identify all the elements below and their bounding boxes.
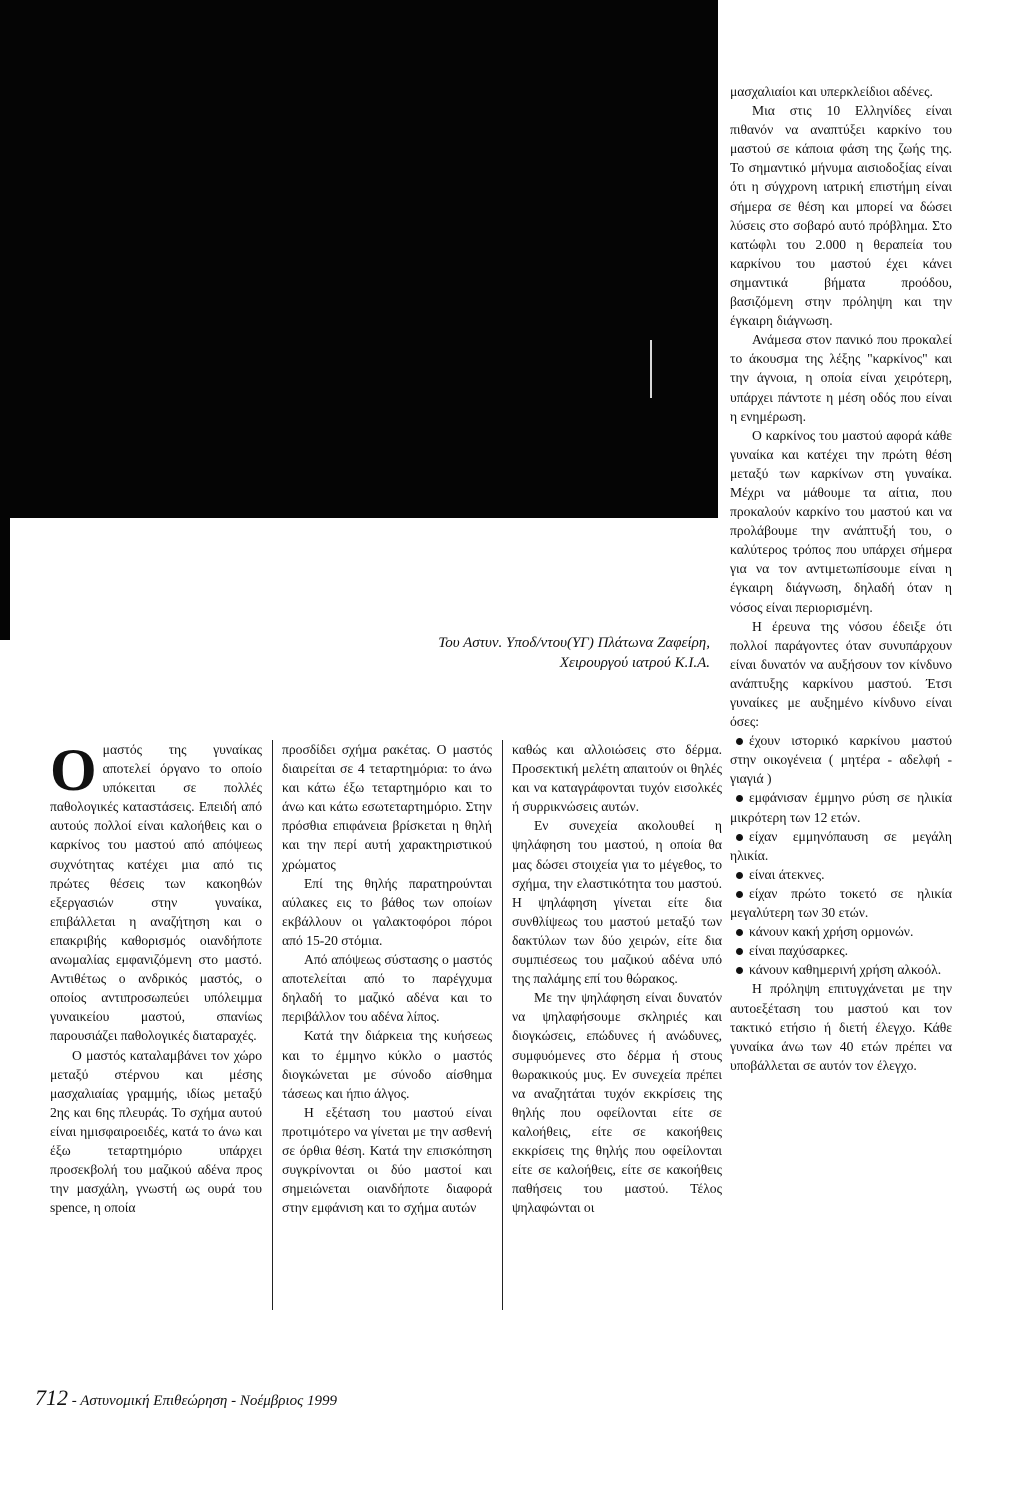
paragraph: Μια στις 10 Ελληνίδες είναι πιθανόν να αναπτύξει καρκίνο του μαστού σε κάποια φάση της ζωής της. Το σημαντικό μήνυμα αισιοδοξίας είναι ότι η σύγχρονη ιατρική επιστήμη είναι σήμερα σε θέση και μπορεί να δώσει λύσεις στο σοβαρό αυτό πρόβλημα. Στο κατώφλι του 2.000 η θεραπεία του καρκίνου του μαστού έχει κάνει σημαντικά βήματα προόδου, βασιζόμενη στην πρόληψη και την έγκαιρη διάγνωση. bbox=[730, 103, 952, 329]
column-divider bbox=[272, 740, 273, 1310]
drop-cap: Ο bbox=[50, 737, 97, 803]
list-item: είναι άτεκνες. bbox=[730, 865, 952, 884]
text-column-4 bbox=[730, 82, 952, 1075]
bullet-icon bbox=[736, 738, 743, 745]
paragraph: Ο καρκίνος του μαστού αφορά κάθε γυναίκα και κατέχει την πρώτη θέση μεταξύ των καρκίνων στη γυναίκα. Μέχρι να μάθουμε τα αίτια, που προκαλούν καρκίνο του μαστού και να προλάβουμε την ανάπτυξή του, ο καλύτερος τρόπος που υπάρχει σήμερα για να τον αντιμετωπίσουμε είναι η έγκαιρη διάγνωση, δηλαδή όταν η νόσος είναι περιορισμένη. bbox=[730, 427, 952, 615]
bullet-icon bbox=[736, 948, 743, 955]
list-item: είχαν εμμηνόπαυση σε μεγάλη ηλικία. bbox=[730, 828, 952, 863]
footer-text: - Αστυνομική Επιθεώρηση - Νοέμβριος 1999 bbox=[71, 1393, 337, 1409]
photo-edge bbox=[0, 518, 10, 640]
paragraph: Από απόψεως σύστασης ο μαστός αποτελείται από το παρέγχυμα δηλαδή το μαζικό αδένα και το περιβάλλον του αδένα λίπος. bbox=[282, 952, 492, 1025]
text-column-3 bbox=[512, 740, 722, 1217]
paragraph: Ο μαστός καταλαμβάνει τον χώρο μεταξύ στέρνου και μέσης μασχαλιαίας γραμμής, ιδίως μεταξύ 2ης και 6ης πλευράς. Το σχήμα αυτού είναι ημισφαιροειδές, κατά το άνω και έξω τεταρτημόριο υπάρχει προσεκβολή του μαζικού αδένα προς την μασχάλη, γνωστή ως ουρά του spence, η οποία bbox=[50, 1047, 262, 1216]
photo-highlight bbox=[650, 340, 652, 398]
bullet-icon bbox=[736, 795, 743, 802]
paragraph: Επί της θηλής παρατηρούνται αύλακες εις το βάθος των οποίων εκβάλλουν οι γαλακτοφόροι πόροι από 15-20 στόμια. bbox=[282, 875, 492, 948]
list-item: εμφάνισαν έμμηνο ρύση σε ηλικία μικρότερη των 12 ετών. bbox=[730, 790, 952, 825]
byline-line-1: Του Αστυν. Υποδ/ντου(ΥΓ) Πλάτωνα Ζαφείρη, bbox=[438, 635, 710, 651]
bullet-icon bbox=[736, 929, 743, 936]
paragraph: μασχαλιαίοι και υπερκλείδιοι αδένες. bbox=[730, 84, 933, 99]
paragraph: Η έρευνα της νόσου έδειξε ότι πολλοί παράγοντες όταν συνυπάρχουν είναι δυνατόν να αυξήσουν τον κίνδυνο ανάπτυξης καρκίνου μαστού. Έτσι γυναίκες με αυξημένο κίνδυνο είναι όσες: bbox=[730, 618, 952, 730]
paragraph: Κατά την διάρκεια της κυήσεως και το έμμηνο κύκλο ο μαστός διογκώνεται με σύνοδο αίσθημα τάσεως και ήπιο άλγος. bbox=[282, 1028, 492, 1101]
text-column-1 bbox=[50, 737, 262, 1217]
paragraph: Η εξέταση του μαστού είναι προτιμότερο να γίνεται με την ασθενή σε όρθια θέση. Κατά την επισκόπηση συγκρίνονται οι δύο μαστοί και σημειώνεται οιανδήποτε διαφορά στην εμφάνιση και το σχήμα αυτών bbox=[282, 1104, 492, 1216]
list-item: έχουν ιστορικό καρκίνου μαστού στην οικογένεια ( μητέρα - αδελφή - γιαγιά ) bbox=[730, 733, 952, 787]
column-divider bbox=[502, 740, 503, 1310]
list-item: κάνουν καθημερινή χρήση αλκοόλ. bbox=[730, 960, 952, 979]
paragraph: καθώς και αλλοιώσεις στο δέρμα. Προσεκτική μελέτη απαιτούν οι θηλές και να καταγράφονται τυχόν εισολκές ή συρρικνώσεις αυτών. bbox=[512, 742, 722, 815]
author-byline bbox=[380, 633, 710, 673]
bullet-icon bbox=[736, 891, 743, 898]
list-item: είχαν πρώτο τοκετό σε ηλικία μεγαλύτερη των 30 ετών. bbox=[730, 885, 952, 921]
page-footer bbox=[35, 1385, 337, 1411]
paragraph: Με την ψηλάφηση είναι δυνατόν να ψηλαφήσουμε σκληριές και διογκώσεις, επώδυνες ή ανώδυνες, συμφυόμενες στο δέρμα ή στους θωρακικούς μυς. Εν συνεχεία πρέπει να αναζητάται τυχόν εκκρίσεις της θηλής που οφείλονται είτε σε καλοήθεις, είτε σε κακοήθεις εκκρίσεις της θηλής που οφείλονται είτε σε καλοήθεις, είτε σε κακοήθεις παθήσεις του μαστού. Τέλος ψηλαφώνται οι bbox=[512, 990, 722, 1216]
byline-line-2: Χειρουργού ιατρού Κ.Ι.Α. bbox=[559, 655, 710, 671]
bullet-icon bbox=[736, 967, 743, 974]
risk-factor-list bbox=[730, 731, 952, 979]
paragraph: μαστός της γυναίκας αποτελεί όργανο το οποίο υπόκειται σε πολλές παθολογικές καταστάσεις. Επειδή από αυτούς πολλοί είναι καλοήθεις και ο καρκίνος του μαστού από απόψεως συχνότητας κατέχει μια από τις πρώτες θέσεις των κακοηθών εξεργασιών στην γυναίκα, επιβάλλεται η αναζήτηση και ο επακριβής καθορισμός οιανδήποτε ανωμαλίας εμφανιζόμενη στο μαστό. Αντιθέτως ο ανδρικός μαστός, ο οποίος αντιπροσωπεύει υπόλειμμα γυναικείου μαστού, σπανίως παρουσιάζει παθολογικές διαταραχές. bbox=[50, 742, 262, 1044]
paragraph: Εν συνεχεία ακολουθεί η ψηλάφηση του μαστού, η οποία θα μας δώσει στοιχεία για το μέγεθος, το σχήμα, την ελαστικότητα του μαστού. Η ψηλάφηση γίνεται είτε δια συνθλίψεως του μαστού μεταξύ των δακτύλων των δύο χειρών, είτε δια συμπιέσεως του μαζικού αδένα υπό της παλάμης επί του θώρακος. bbox=[512, 818, 722, 987]
paragraph: Ανάμεσα στον πανικό που προκαλεί το άκουσμα της λέξης "καρκίνος" και την άγνοια, η οποία είναι χειρότερη, υπάρχει πάντοτε η μέση οδός που είναι η ενημέρωση. bbox=[730, 332, 952, 424]
list-item: είναι παχύσαρκες. bbox=[730, 941, 952, 960]
paragraph: προσδίδει σχήμα ρακέτας. Ο μαστός διαιρείται σε 4 τεταρτημόρια: το άνω και κάτω έξω τεταρτημόριο και το άνω και κάτω εσωτεταρτημόριο. Στην πρόσθια επιφάνεια βρίσκεται η θηλή και την περί αυτή χαρακτηριστικού χρώματος bbox=[282, 742, 492, 872]
article-photo bbox=[0, 0, 718, 518]
paragraph: Η πρόληψη επιτυγχάνεται με την αυτοεξέταση του μαστού και τον τακτικό ετήσιο ή διετή έλεγχο. Κάθε γυναίκα άνω των 40 ετών πρέπει να υποβάλλεται σε αυτόν τον έλεγχο. bbox=[730, 981, 952, 1073]
list-item: κάνουν κακή χρήση ορμονών. bbox=[730, 922, 952, 941]
page-number: 712 bbox=[35, 1385, 68, 1410]
bullet-icon bbox=[736, 834, 743, 841]
bullet-icon bbox=[736, 872, 743, 879]
text-column-2 bbox=[282, 740, 492, 1217]
